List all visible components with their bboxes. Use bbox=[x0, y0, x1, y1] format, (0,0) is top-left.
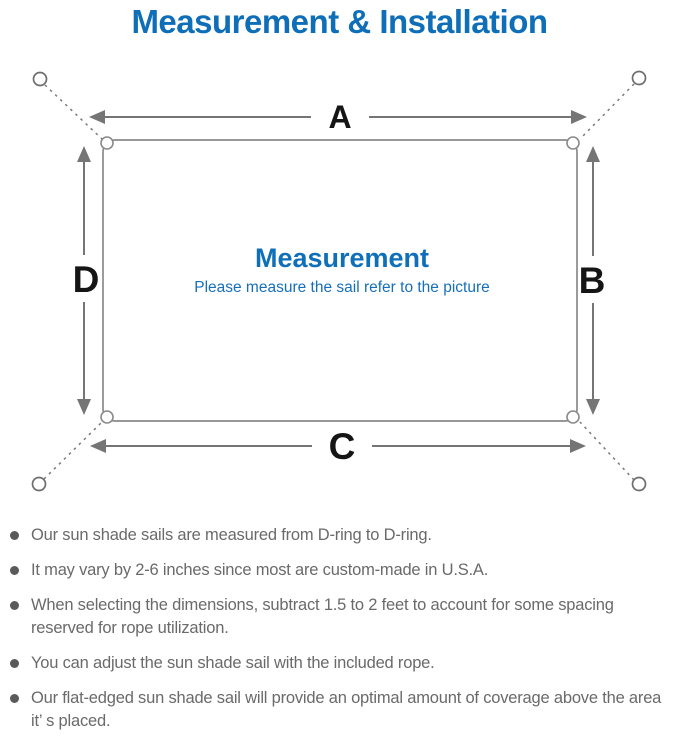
dimension-label-a: A bbox=[328, 99, 352, 135]
rope-bottom-right bbox=[580, 422, 634, 480]
dimension-b bbox=[579, 146, 606, 415]
anchor-ring-top-right-icon bbox=[633, 72, 646, 85]
note-text: Our flat-edged sun shade sail will provide an optimal amount of coverage above the area it’ s placed. bbox=[31, 689, 662, 730]
note-text: Our sun shade sails are measured from D-ring to D-ring. bbox=[31, 526, 432, 544]
diagram-center-subtitle: Please measure the sail refer to the picture bbox=[194, 279, 490, 296]
dimension-label-c: C bbox=[328, 426, 356, 467]
sail-measurement-diagram bbox=[0, 40, 679, 500]
bullet-icon bbox=[10, 531, 19, 540]
measurement-notes bbox=[10, 524, 674, 739]
arrowhead-down-icon bbox=[77, 399, 91, 415]
arrowhead-left-icon bbox=[90, 439, 106, 453]
anchor-ring-top-left-icon bbox=[34, 73, 47, 86]
list-item bbox=[10, 524, 674, 547]
note-text: You can adjust the sun shade sail with the included rope. bbox=[31, 654, 435, 672]
dimension-a bbox=[89, 99, 587, 135]
dimension-d bbox=[73, 146, 100, 415]
dimension-label-d: D bbox=[72, 259, 100, 300]
list-item bbox=[10, 559, 674, 582]
arrowhead-up-icon bbox=[77, 146, 91, 162]
list-item bbox=[10, 687, 674, 733]
arrowhead-up-icon bbox=[586, 146, 600, 162]
dimension-c bbox=[90, 426, 586, 467]
arrowhead-right-icon bbox=[570, 439, 586, 453]
bullet-icon bbox=[10, 566, 19, 575]
note-text: It may vary by 2-6 inches since most are custom-made in U.S.A. bbox=[31, 561, 489, 579]
rope-bottom-left bbox=[44, 422, 102, 479]
bullet-icon bbox=[10, 694, 19, 703]
arrowhead-right-icon bbox=[571, 110, 587, 124]
d-ring-bottom-right-icon bbox=[567, 411, 579, 423]
note-text: When selecting the dimensions, subtract 1.5 to 2 feet to account for some spacing reserved for rope utilization. bbox=[31, 596, 614, 637]
arrowhead-left-icon bbox=[89, 110, 105, 124]
bullet-icon bbox=[10, 659, 19, 668]
dimension-label-b: B bbox=[578, 260, 606, 301]
rope-top-right bbox=[580, 84, 634, 139]
list-item bbox=[10, 594, 674, 640]
arrowhead-down-icon bbox=[586, 399, 600, 415]
diagram-center-title: Measurement bbox=[254, 243, 430, 273]
d-ring-top-left-icon bbox=[101, 137, 113, 149]
rope-top-left bbox=[45, 85, 102, 139]
anchor-ring-bottom-left-icon bbox=[33, 478, 46, 491]
bullet-icon bbox=[10, 601, 19, 610]
page-title: Measurement & Installation bbox=[131, 3, 548, 40]
d-ring-bottom-left-icon bbox=[101, 411, 113, 423]
list-item bbox=[10, 652, 674, 675]
d-ring-top-right-icon bbox=[567, 137, 579, 149]
